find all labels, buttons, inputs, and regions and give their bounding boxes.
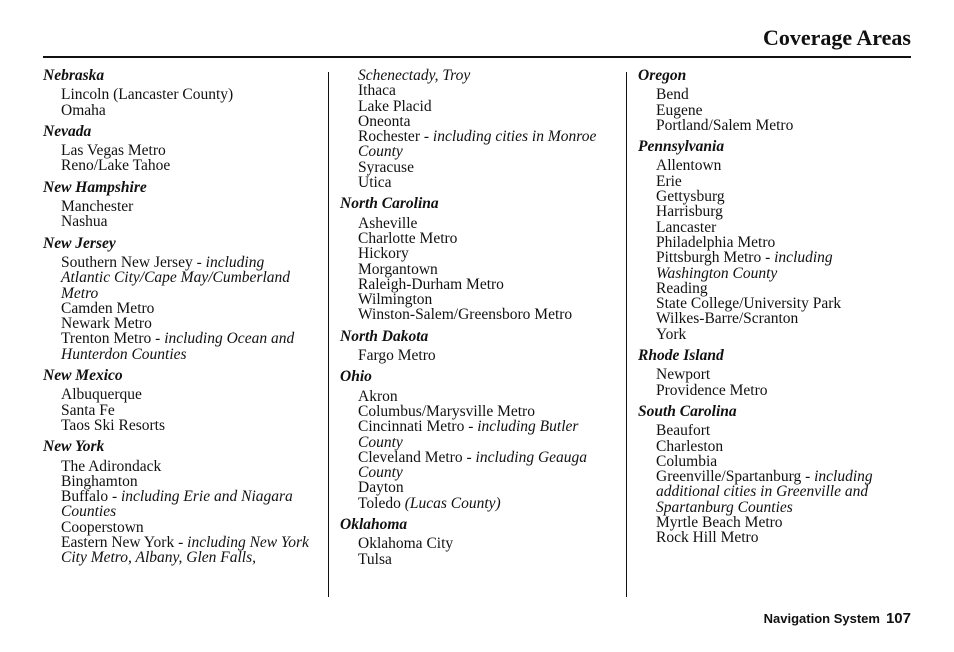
state-heading: North Carolina [340, 195, 439, 213]
location-name: Lincoln (Lancaster County) [61, 86, 234, 104]
location-name: Toledo [358, 494, 405, 512]
location-entry [61, 103, 315, 118]
location-list [43, 387, 315, 433]
location-name: Charlotte Metro [358, 229, 458, 247]
location-name: Eastern New York [61, 534, 175, 552]
page-number: 107 [885, 610, 911, 627]
location-entry [61, 214, 315, 229]
location-list [638, 87, 908, 133]
location-name: Wilkes-Barre/Scranton [656, 310, 799, 328]
location-name: Ithaca [358, 82, 396, 100]
location-entry [656, 250, 908, 281]
location-name: Trenton Metro [61, 330, 152, 348]
location-entry [358, 114, 615, 129]
location-name: York [656, 325, 687, 343]
location-name: Manchester [61, 198, 134, 216]
location-entry [656, 103, 908, 118]
location-list [43, 459, 315, 566]
location-name: Greenville/Spartanburg [656, 468, 802, 486]
location-name: Lancaster [656, 218, 717, 236]
location-name: Rock Hill Metro [656, 529, 759, 547]
entry-note: (Lucas County) [404, 494, 501, 512]
location-name: Myrtle Beach Metro [656, 514, 783, 532]
entry-note: - including Washington County [656, 249, 833, 282]
column-2 [340, 68, 615, 573]
location-entry [358, 552, 615, 567]
entry-note: - including New York City Metro, Albany, Glen Falls, [61, 534, 309, 567]
location-entry [656, 220, 908, 235]
location-name: Nashua [61, 213, 108, 231]
location-list [340, 536, 615, 567]
location-list [638, 158, 908, 342]
location-entry [656, 423, 908, 438]
location-name: Reading [656, 279, 708, 297]
location-name: Wilmington [358, 291, 433, 309]
location-name: Buffalo [61, 488, 109, 506]
location-name: Tulsa [358, 550, 392, 568]
location-entry [358, 536, 615, 551]
location-list [43, 87, 315, 118]
location-entry [656, 383, 908, 398]
location-name: Dayton [358, 479, 404, 497]
location-entry [61, 158, 315, 173]
location-name: Cleveland Metro [358, 448, 463, 466]
location-entry [358, 129, 615, 160]
location-list [638, 367, 908, 398]
location-entry [358, 348, 615, 363]
state-heading: Nebraska [43, 67, 105, 84]
location-name: Cooperstown [61, 518, 144, 536]
state-heading: North Dakota [340, 327, 429, 345]
location-name: Southern New Jersey [61, 253, 193, 271]
entry-note: - including Erie and Niagara Counties [61, 488, 293, 521]
location-entry [358, 160, 615, 175]
location-entry [61, 87, 315, 102]
column-divider [626, 72, 627, 597]
location-name: Oklahoma City [358, 535, 454, 553]
state-heading: Nevada [43, 122, 92, 140]
location-name: Columbus/Marysville Metro [358, 402, 535, 420]
page-footer [764, 610, 911, 627]
location-entry [61, 459, 315, 474]
location-name: Utica [358, 174, 392, 192]
location-name: Santa Fe [61, 401, 115, 419]
location-entry [61, 387, 315, 402]
state-heading: Rhode Island [638, 347, 724, 365]
location-entry [358, 175, 615, 190]
location-name: Rochester [358, 128, 420, 146]
location-name: Camden Metro [61, 299, 155, 317]
location-entry [358, 404, 615, 419]
entry-note: Schenectady, Troy [358, 67, 471, 84]
entry-note: - including cities in Monroe County [358, 128, 597, 161]
location-entry [61, 489, 315, 520]
location-name: Oneonta [358, 112, 411, 130]
location-entry [656, 281, 908, 296]
location-name: Winston-Salem/Greensboro Metro [358, 306, 573, 324]
location-entry [61, 535, 315, 566]
location-entry [358, 496, 615, 511]
entry-note: - including Atlantic City/Cape May/Cumberland Metro [61, 253, 291, 302]
location-name: Bend [656, 86, 689, 104]
location-name: Las Vegas Metro [61, 142, 166, 160]
location-name: Binghamton [61, 472, 138, 490]
location-entry [61, 418, 315, 433]
location-entry [358, 83, 615, 98]
location-name: Cincinnati Metro [358, 418, 465, 436]
location-entry [358, 216, 615, 231]
location-entry [656, 174, 908, 189]
state-heading: South Carolina [638, 402, 737, 420]
location-list [43, 199, 315, 230]
location-name: Beaufort [656, 422, 711, 440]
location-name: Columbia [656, 452, 718, 470]
location-entry [656, 439, 908, 454]
location-list [43, 255, 315, 362]
column-3 [638, 68, 908, 552]
location-entry [656, 296, 908, 311]
location-entry [61, 199, 315, 214]
location-name: Albuquerque [61, 386, 142, 404]
location-entry [358, 307, 615, 322]
location-list [638, 423, 908, 545]
location-name: Raleigh-Durham Metro [358, 275, 504, 293]
location-name: State College/University Park [656, 295, 842, 313]
location-entry [656, 469, 908, 515]
location-entry [61, 331, 315, 362]
state-heading: New Jersey [43, 234, 116, 252]
location-name: Eugene [656, 101, 703, 119]
location-entry [656, 327, 908, 342]
entry-note: - including Butler County [358, 418, 579, 451]
location-name: Newport [656, 366, 711, 384]
location-entry [656, 454, 908, 469]
header-rule [43, 56, 911, 58]
location-entry [656, 87, 908, 102]
location-name: Newark Metro [61, 315, 152, 333]
location-entry [656, 118, 908, 133]
location-name: Gettysburg [656, 188, 725, 206]
location-list [340, 348, 615, 363]
location-entry [358, 99, 615, 114]
location-list [340, 216, 615, 323]
state-heading: Oklahoma [340, 516, 408, 534]
state-heading: New York [43, 438, 105, 456]
location-name: Charleston [656, 437, 724, 455]
location-name: Taos Ski Resorts [61, 416, 165, 434]
location-entry [358, 389, 615, 404]
location-name: Philadelphia Metro [656, 233, 776, 251]
state-heading: Pennsylvania [638, 138, 725, 156]
location-name: Allentown [656, 157, 722, 175]
entry-note: - including additional cities in Greenville and Spartanburg Counties [656, 468, 873, 516]
location-name: Fargo Metro [358, 347, 436, 365]
location-name: The Adirondack [61, 457, 162, 475]
location-entry [358, 277, 615, 292]
state-heading: Oregon [638, 67, 687, 84]
location-name: Erie [656, 172, 682, 190]
location-entry [656, 235, 908, 250]
location-entry [358, 246, 615, 261]
location-entry [656, 204, 908, 219]
location-entry [61, 143, 315, 158]
location-entry [656, 367, 908, 382]
location-name: Hickory [358, 245, 409, 263]
location-name: Harrisburg [656, 203, 723, 221]
location-list [43, 143, 315, 174]
location-entry [656, 515, 908, 530]
location-name: Akron [358, 387, 398, 405]
location-name: Portland/Salem Metro [656, 116, 794, 134]
footer-section: Navigation System [763, 611, 880, 626]
location-name: Omaha [61, 101, 106, 119]
location-name: Asheville [358, 214, 418, 232]
location-entry [61, 316, 315, 331]
location-entry [656, 311, 908, 326]
location-entry [358, 450, 615, 481]
state-heading: New Mexico [43, 367, 123, 385]
location-entry [61, 255, 315, 301]
location-entry [358, 419, 615, 450]
location-list [340, 83, 615, 190]
location-entry [656, 530, 908, 545]
column-divider [328, 72, 329, 597]
location-name: Providence Metro [656, 381, 768, 399]
state-heading: New Hampshire [43, 178, 147, 196]
location-entry [61, 520, 315, 535]
continued-entry [358, 68, 615, 83]
location-entry [656, 158, 908, 173]
location-list [340, 389, 615, 511]
page-title: Coverage Areas [762, 25, 911, 50]
location-entry [61, 403, 315, 418]
location-name: Syracuse [358, 158, 414, 176]
location-name: Pittsburgh Metro [656, 249, 762, 267]
location-entry [61, 474, 315, 489]
location-entry [61, 301, 315, 316]
state-heading: Ohio [340, 368, 372, 386]
location-name: Morgantown [358, 260, 438, 278]
entry-note: - including Geauga County [358, 448, 588, 482]
location-entry [358, 292, 615, 307]
column-1 [43, 68, 315, 572]
location-entry [358, 262, 615, 277]
location-entry [358, 231, 615, 246]
location-entry [358, 480, 615, 495]
location-name: Lake Placid [358, 97, 432, 115]
location-name: Reno/Lake Tahoe [61, 157, 171, 175]
entry-note: - including Ocean and Hunterdon Counties [61, 330, 295, 363]
location-entry [656, 189, 908, 204]
